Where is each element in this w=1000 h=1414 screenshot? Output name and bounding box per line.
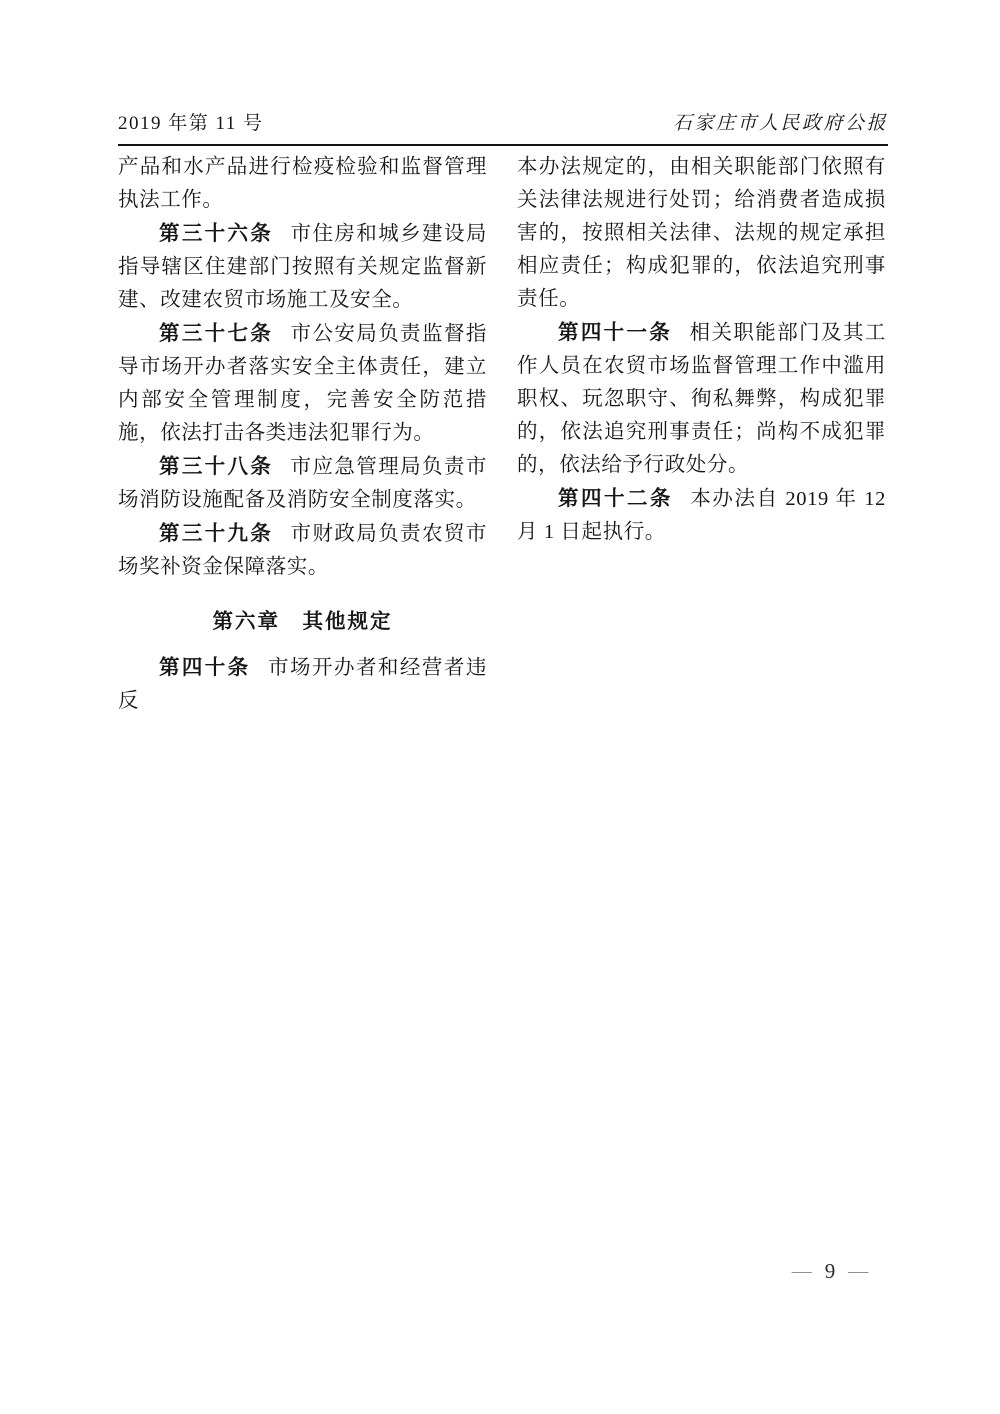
article-36-paragraph bbox=[118, 217, 487, 317]
article-40-number: 第四十条 bbox=[159, 656, 251, 679]
chapter-6-heading: 第六章 其他规定 bbox=[212, 610, 393, 633]
paragraph-continuation: 产品和水产品进行检疫检验和监督管理执法工作。 bbox=[118, 156, 487, 211]
article-42-number: 第四十二条 bbox=[558, 487, 673, 510]
article-36-number: 第三十六条 bbox=[159, 222, 274, 245]
article-39-paragraph bbox=[118, 517, 487, 584]
page-footer bbox=[764, 1258, 896, 1284]
article-38-number: 第三十八条 bbox=[159, 455, 274, 478]
article-37-text: 市公安局负责监督指导市场开办者落实安全主体责任，建立内部安全管理制度，完善安全防范措施，依法打击各类违法犯罪行为。 bbox=[118, 323, 487, 444]
article-38-paragraph bbox=[118, 450, 487, 517]
article-42-paragraph bbox=[517, 482, 886, 549]
article-41-text: 相关职能部门及其工作人员在农贸市场监督管理工作中滥用职权、玩忽职守、徇私舞弊，构成犯罪的，依法追究刑事责任；尚构不成犯罪的，依法给予行政处分。 bbox=[517, 322, 886, 476]
footer-dash-right: — bbox=[848, 1260, 869, 1282]
page-header bbox=[118, 108, 888, 146]
article-36-text: 市住房和城乡建设局指导辖区住建部门按照有关规定监督新建、改建农贸市场施工及安全。 bbox=[118, 223, 487, 311]
footer-dash-left: — bbox=[791, 1260, 812, 1282]
article-39-number: 第三十九条 bbox=[159, 522, 274, 545]
article-37-paragraph bbox=[118, 317, 487, 450]
article-38-text: 市应急管理局负责市场消防设施配备及消防安全制度落实。 bbox=[118, 456, 487, 511]
document-body bbox=[118, 151, 886, 718]
right-column bbox=[517, 151, 886, 718]
article-42-text: 本办法自 2019 年 12 月 1 日起执行。 bbox=[517, 488, 886, 543]
page-number: 9 bbox=[824, 1259, 836, 1283]
left-column bbox=[118, 151, 487, 718]
article-40-paragraph bbox=[118, 651, 487, 718]
issue-number: 2019 年第 11 号 bbox=[118, 113, 264, 134]
article-40-text: 市场开办者和经营者违反 bbox=[118, 657, 487, 712]
article-41-number: 第四十一条 bbox=[558, 321, 673, 344]
publication-title: 石家庄市人民政府公报 bbox=[672, 113, 888, 134]
article-37-number: 第三十七条 bbox=[159, 322, 274, 345]
article-39-text: 市财政局负责农贸市场奖补资金保障落实。 bbox=[118, 523, 487, 578]
paragraph-continuation: 本办法规定的，由相关职能部门依照有关法律法规进行处罚；给消费者造成损害的，按照相关法律、法规的规定承担相应责任；构成犯罪的，依法追究刑事责任。 bbox=[517, 156, 886, 310]
article-41-paragraph bbox=[517, 316, 886, 482]
